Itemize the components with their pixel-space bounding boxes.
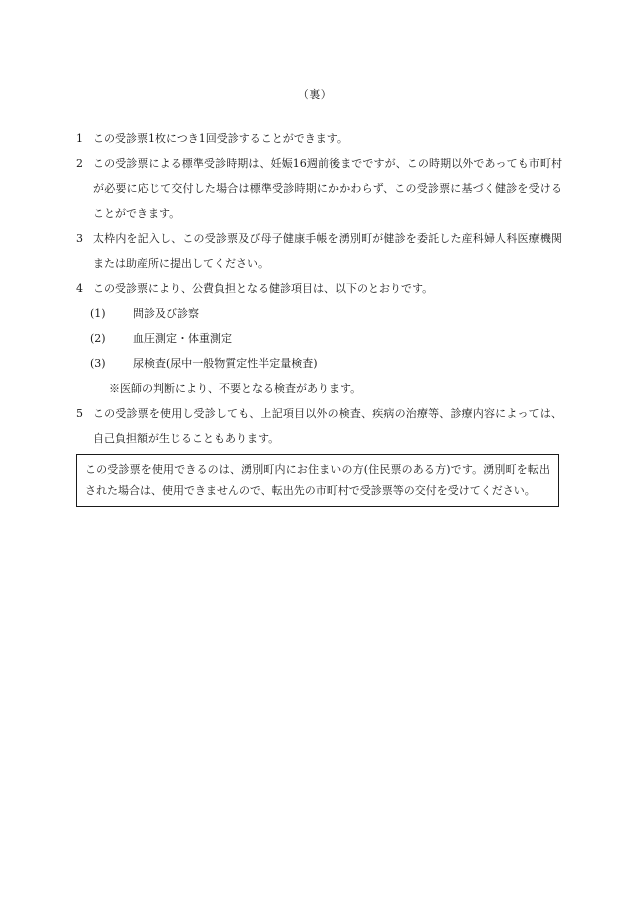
sub-item-3 (90, 351, 562, 376)
sub-item-number: (3) (90, 357, 106, 370)
sub-item-number: (2) (90, 332, 106, 345)
item-number: 2 (76, 157, 83, 170)
list-item-2 (76, 151, 562, 226)
item-number: 4 (76, 282, 83, 295)
list-item-4 (76, 276, 562, 301)
doctor-judgement-note: ※医師の判断により、不要となる検査があります。 (109, 382, 362, 395)
instruction-list (76, 126, 562, 451)
sub-item-number: (1) (90, 307, 106, 320)
sub-item-1 (90, 301, 562, 326)
item-text: この受診票1枚につき1回受診することができます。 (93, 132, 348, 145)
list-item-3 (76, 226, 562, 276)
sub-item-2 (90, 326, 562, 351)
item-text: この受診票による標準受診時期は、妊娠16週前後までですが、この時期以外であっても市町村が必要に応じて交付した場合は標準受診時期にかかわらず、この受診票に基づく健診を受けることができます。 (93, 157, 562, 220)
item-text: この受診票を使用し受診しても、上記項目以外の検査、疾病の治療等、診療内容によっては、自己負担額が生じることもあります。 (93, 407, 562, 445)
list-item-1 (76, 126, 562, 151)
residency-notice-box: この受診票を使用できるのは、湧別町内にお住まいの方(住民票のある方)です。湧別町を転出された場合は、使用できませんので、転出先の市町村で受診票等の交付を受けてください。 (76, 454, 559, 507)
item-number: 1 (76, 132, 83, 145)
page-heading: （裏） (297, 88, 333, 101)
item-number: 3 (76, 232, 83, 245)
item-text: この受診票により、公費負担となる健診項目は、以下のとおりです。 (93, 282, 434, 295)
sub-item-text: 尿検査(尿中一般物質定性半定量検査) (133, 357, 318, 370)
item-text: 太枠内を記入し、この受診票及び母子健康手帳を湧別町が健診を委託した産科婦人科医療機関または助産所に提出してください。 (93, 232, 562, 270)
list-item-5 (76, 401, 562, 451)
item-number: 5 (76, 407, 83, 420)
sub-item-text: 問診及び診察 (133, 307, 199, 320)
sub-item-text: 血圧測定・体重測定 (133, 332, 232, 345)
